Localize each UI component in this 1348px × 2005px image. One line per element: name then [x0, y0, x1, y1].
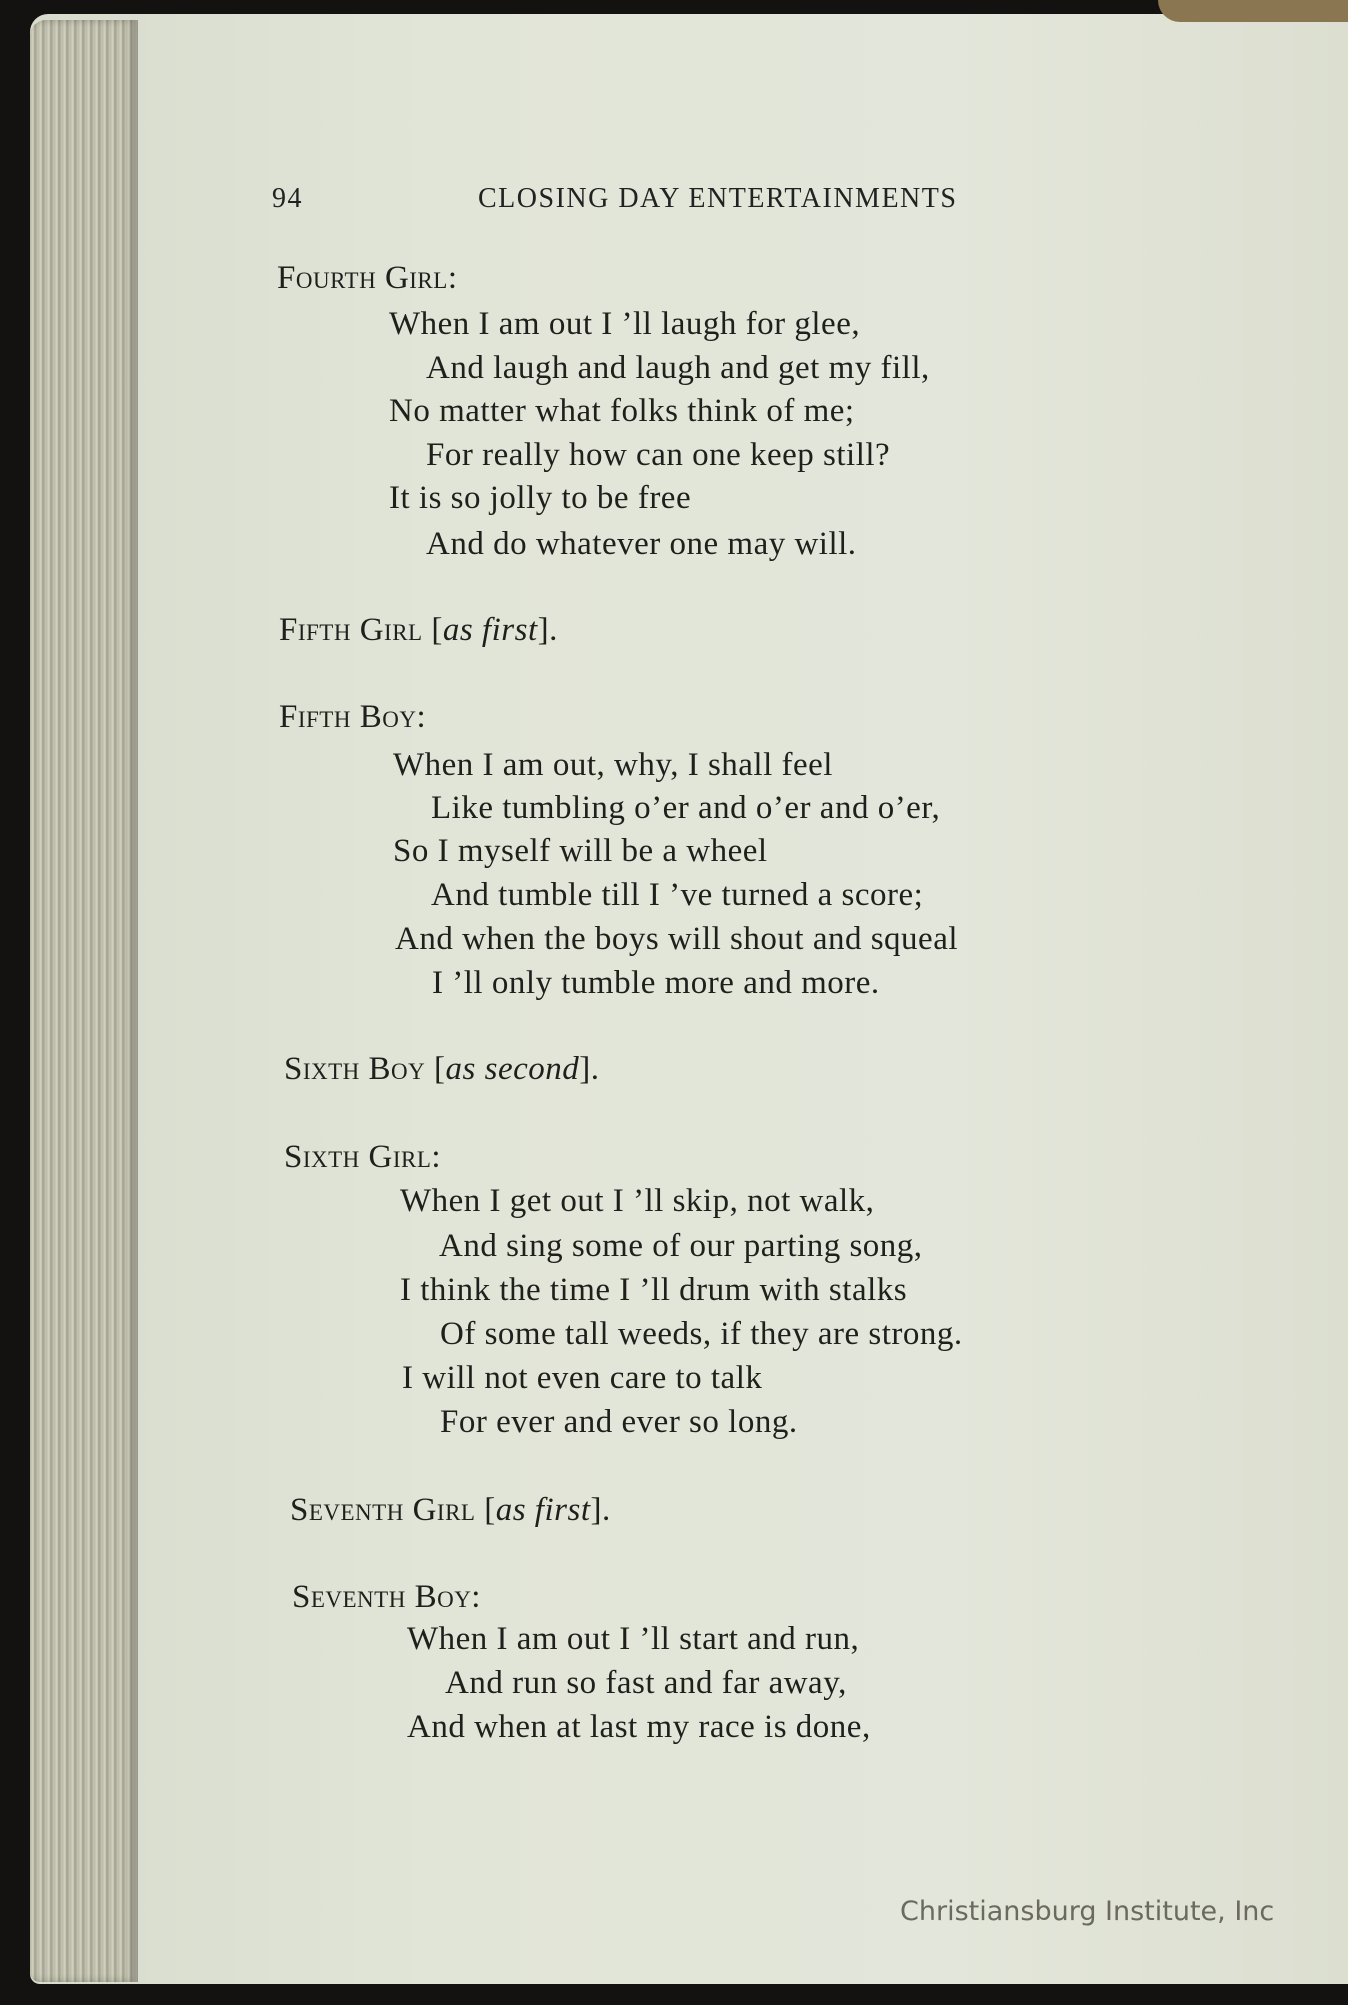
speaker-heading — [279, 699, 426, 736]
speaker-heading — [292, 1579, 481, 1616]
verse-line: And laugh and laugh and get my fill, — [426, 350, 930, 386]
verse-line: It is so jolly to be free — [389, 480, 692, 516]
verse-line: And run so fast and far away, — [445, 1665, 847, 1701]
stage-note — [475, 1492, 610, 1528]
verse-line: I think the time I ’ll drum with stalks — [400, 1272, 908, 1308]
stage-note-text: as first — [495, 1492, 591, 1528]
page-edges — [30, 20, 138, 1982]
speaker-name: Seventh Girl — [290, 1492, 476, 1528]
speaker-heading — [284, 1051, 600, 1088]
verse-line: For really how can one keep still? — [426, 437, 891, 473]
verse-line: When I am out I ’ll start and run, — [407, 1621, 860, 1657]
speaker-name: Sixth Boy — [284, 1051, 426, 1087]
speaker-heading — [277, 260, 458, 297]
verse-line: When I am out I ’ll laugh for glee, — [389, 306, 861, 342]
verse-line: Like tumbling o’er and o’er and o’er, — [431, 790, 941, 826]
verse-line: For ever and ever so long. — [440, 1404, 798, 1440]
stage-note — [423, 612, 558, 648]
stage-note-text: as second — [445, 1051, 580, 1087]
verse-line: And sing some of our parting song, — [439, 1228, 923, 1264]
verse-line: When I get out I ’ll skip, not walk, — [400, 1183, 875, 1219]
verse-line: And when at last my race is done, — [407, 1709, 871, 1745]
speaker-name: Fifth Boy: — [279, 699, 427, 735]
verse-line: So I myself will be a wheel — [393, 833, 768, 869]
stage-note — [425, 1051, 599, 1087]
verse-line: I will not even care to talk — [402, 1360, 763, 1396]
speaker-heading — [290, 1492, 611, 1529]
verse-line: When I am out, why, I shall feel — [393, 747, 833, 783]
verse-line: I ’ll only tumble more and more. — [432, 965, 880, 1001]
speaker-heading — [284, 1139, 441, 1176]
page-number: 94 — [272, 183, 303, 214]
verse-line: And do whatever one may will. — [426, 526, 857, 562]
speaker-heading — [279, 612, 558, 649]
verse-line: And when the boys will shout and squeal — [395, 921, 959, 957]
speaker-name: Sixth Girl: — [284, 1139, 442, 1175]
corner-stain — [1158, 0, 1348, 22]
verse-line: And tumble till I ’ve turned a score; — [431, 877, 924, 913]
speaker-name: Fifth Girl — [279, 612, 423, 648]
running-title: CLOSING DAY ENTERTAINMENTS — [478, 183, 958, 214]
speaker-name: Seventh Boy: — [292, 1579, 481, 1615]
speaker-name: Fourth Girl: — [277, 260, 458, 296]
stage-note-text: as first — [442, 612, 538, 648]
verse-line: No matter what folks think of me; — [389, 393, 855, 429]
watermark: Christiansburg Institute, Inc — [900, 1896, 1275, 1927]
verse-line: Of some tall weeds, if they are strong. — [440, 1316, 963, 1352]
